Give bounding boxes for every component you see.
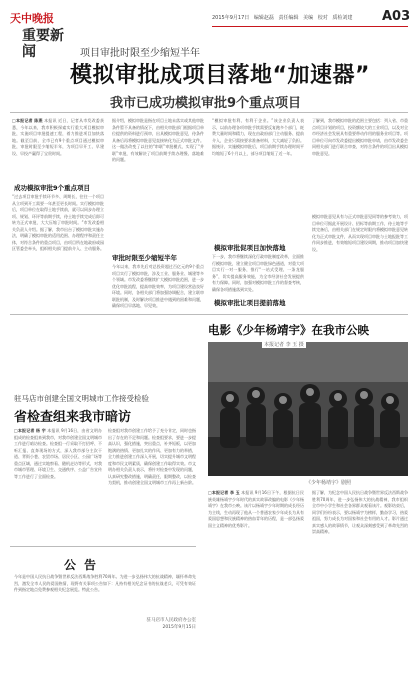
bottom-left-kicker: 驻马店市创建全国文明城市工作接受检验 [14, 394, 149, 403]
top-story-subhead: 我市已成功模拟审批9个重点项目 [110, 96, 302, 111]
top-story-column-1b: “过去项目审批手续环节多、周期长，往往一个项目从立项到开工需要一年甚至更长时间。实行模拟审批后，项目单位在取得土地手续前，就可以同步办理立项、规划、环评等前期手续，待土地手续完成后即可转为正式审批，大大压缩了审批时间。”市发改委相关负责人介绍。据了解，我市出台了模拟审批实施办法，明确了模拟审批的适用范围、办理程序和责任主体，对符合条件的重点项目，由项目所在地政府或园区管委会牵头，组织相关部门提前介入、主动服务。 [12, 194, 104, 251]
movie-photo [208, 342, 408, 476]
photo-credit: 本报记者 李 玉 摄 [264, 342, 304, 348]
paper-name: 天中晚报 [10, 12, 54, 25]
top-story-subtitle-3: 模拟审批促项目加快落地 [214, 244, 286, 252]
notice-body: 今年是中国人民抗日战争暨世界反法西斯战争胜利70周年。为进一步弘扬伟大的抗战精神，缅怀革命先烈，激发全市人民的爱国热情，现将有关事项公告如下：凡持有相关纪念证书的抗战老兵，可凭有效证件到指定地点免费参观相关纪念展览。特此公告。 [14, 574, 196, 592]
movie-photo-image [208, 342, 408, 476]
notice-title: 公告 [64, 558, 105, 572]
editor-credit: 编辑赵磊 [253, 15, 274, 21]
top-story-column-2a: 据介绍，模拟审批是指在项目土地未落实或其他审批条件暂不具备的情况下，由相关审批部门根据项目单位提供的资料进行预审，出具模拟审批意见，待条件具备后再将模拟审批意见直接转化为正式审批文件。这一做法改变了以往的“串联”审批模式，实现了“并联”审批，有效解决了项目前期手续办理慢、落地难的问题。 [112, 118, 204, 162]
notice-signature [110, 617, 196, 631]
top-story-column-3b: 下一步，我市将继续深化行政审批制度改革，全面推行模拟审批，建立健全项目审批绿色通道，对重大项目实行一对一服务，推行“一站式受理、一条龙服务”，切实提高服务效能，为全市经济社会发展提供有力保障。同时，加强对模拟审批工作的督查考核，确保各项措施落到实处。 [212, 254, 304, 292]
top-story-column-3a: “模拟审批有利、有利于企业。”该企业负责人表示，以前办理各项审批手续需要反复跑多个部门，耗费大量时间和精力，现在由政府部门主动服务、提前介入，企业只需按要求准备材料，大大减轻了负担。据统计，实施模拟审批后，项目前期手续办理时间平均缩短了6个月以上，部分项目缩短了近一年。 [212, 118, 304, 156]
header-rule [212, 26, 408, 27]
top-story-subtitle-4: 模拟审批让项目提前落地 [214, 299, 286, 307]
top-story-rule [10, 112, 408, 113]
bottom-right-byline: □本报记者 李 玉 [208, 490, 240, 495]
designer-credit: 美编 [303, 15, 314, 21]
notice-divider [10, 546, 196, 547]
top-story-column-4a: 了解到，我市模拟审批的范围主要包括：列入省、市重点项目计划的项目，投资额较大的工业项目，以及对全市经济社会发展具有重要带动作用的服务业项目等。项目单位可向市发改委提出模拟审批申请，由市发改委会同相关部门进行联合审查，对符合条件的项目出具模拟审批意见。 [312, 118, 408, 156]
issue-date: 2015年9月17日 [212, 15, 250, 21]
bottom-left-text-1: 本报讯 9月16日，由省文明办组成的检查组来到我市，对我市创建全国文明城市工作进行暗访检查。检查组一行采取不打招呼、不听汇报、直奔现场的方式，深入我市部分主次干道、背街小巷、农贸市场、居民小区、公园广场等重点区域，通过实地察看、随机走访等形式，对我市城市管理、环境卫生、交通秩序、公益广告宣传等工作进行了全面检查。 [14, 428, 102, 479]
top-story-column-4b: 模拟审批意见具有与正式审批意见同等的参考效力，项目单位可据此开展设计、招标等前期工作，待土地等手续完备后，由相关部门在规定时限内将模拟审批意见转化为正式审批文件，从而实现项目审批与土地报批等工作同步推进，有效缩短项目建设周期，推动项目加快建设。 [312, 214, 408, 252]
top-story-kicker: 项目审批时限至少缩短半年 [80, 48, 200, 59]
notice-date: 2015年9月15日 [162, 625, 196, 630]
bottom-left-column-2: 检查组对我市创建工作给予了充分肯定，同时也指出了存在的不足和问题。检查组要求，要进一步提高认识，强化措施，突出重点，补齐短板，以更加饱满的热情、更加扎实的作风、更加有力的举措，全力推进创建工作深入开展，切实提升城市文明程度和市民文明素质，确保创建工作取得实效。市文明办相关负责人表示，将针对检查中发现的问题，认真研究整改措施，明确责任，限期整改，以检查为契机，推动创建全国文明城市工作再上新台阶。 [108, 428, 196, 485]
section-name: 重要新闻 [22, 28, 64, 60]
top-story-column-1a [12, 118, 104, 180]
quality-credit: 质检刘建 [332, 15, 353, 21]
top-story-headline: 模拟审批成项目落地“加速器” [70, 63, 370, 88]
bottom-right-column-1 [208, 490, 304, 662]
notice-signer: 驻马店市人民政府办公室 [146, 618, 196, 623]
check-credit: 校对 [317, 15, 328, 21]
top-story-subtitle-1: 成功模拟审批9个重点项目 [14, 184, 91, 192]
bottom-left-column-1 [14, 428, 102, 538]
top-story-text-1a: 本报讯 近日，记者从市发改委获悉，今年以来，我市积极探索实行重大项目模拟审批，实施项目审批提速工程，着力推进项目加快落地。截至目前，全市已有9个重点项目通过模拟审批，审批时限至少缩短半年，为项目早开工、早建设、早投产赢得了宝贵时间。 [12, 118, 104, 156]
bottom-right-column-2: 据了解，为纪念中国人民抗日战争暨世界反法西斯战争胜利70周年，进一步弘扬伟大的抗战精神，我市组织全市中小学生和社会各界群众观看该片。观影结束后，同学们纷纷表示，要以杨靖宇为榜样，勤奋学习，热爱祖国，努力成长为对国家和社会有用的人才。影片通过真实感人的故事情节，让观众深刻感受到了革命先烈的崇高精神。 [312, 490, 408, 534]
top-story-subtitle-2: 审批时限至少缩短半年 [112, 254, 177, 262]
photo-caption: 《少年杨靖宇》剧照 [306, 480, 352, 486]
bottom-left-headline: 省检查组来我市暗访 [14, 410, 132, 425]
header-meta [212, 14, 382, 26]
bottom-right-headline: 电影《少年杨靖宇》在我市公映 [208, 323, 369, 337]
page-number: A03 [382, 9, 411, 24]
section-divider [10, 314, 408, 315]
top-story-column-2b: 今年以来，我市先后对总投资超过百亿元的9个重点项目实行了模拟审批，涉及工业、服务业、城建等多个领域。市发改委将继续扩大模拟审批范围，进一步优化审批流程，提高审批效率，为项目建设营造良好环境。同时，各相关部门将加强协调配合，建立联审联批机制，及时解决项目推进中遇到的困难和问题，确保项目早落地、早见效。 [112, 264, 204, 308]
bottom-right-text-1: 本报讯 9月16日下午，根据抗日民族英雄杨靖宇少年时代的真实故事改编的电影《少年杨靖宇》在我市公映。该片以杨靖宇少年时期的成长经历为主线，生动再现了他从一个普通农家少年成长为具有爱国思想和民族精神的热血青年的历程，是一部弘扬爱国主义精神的优秀影片。 [208, 490, 304, 528]
top-story-byline: □本报记者 陈燕 [12, 118, 43, 123]
bottom-left-byline: □本报记者 杨 宇 [14, 428, 46, 433]
proof-credit: 责任编辑 [278, 15, 299, 21]
